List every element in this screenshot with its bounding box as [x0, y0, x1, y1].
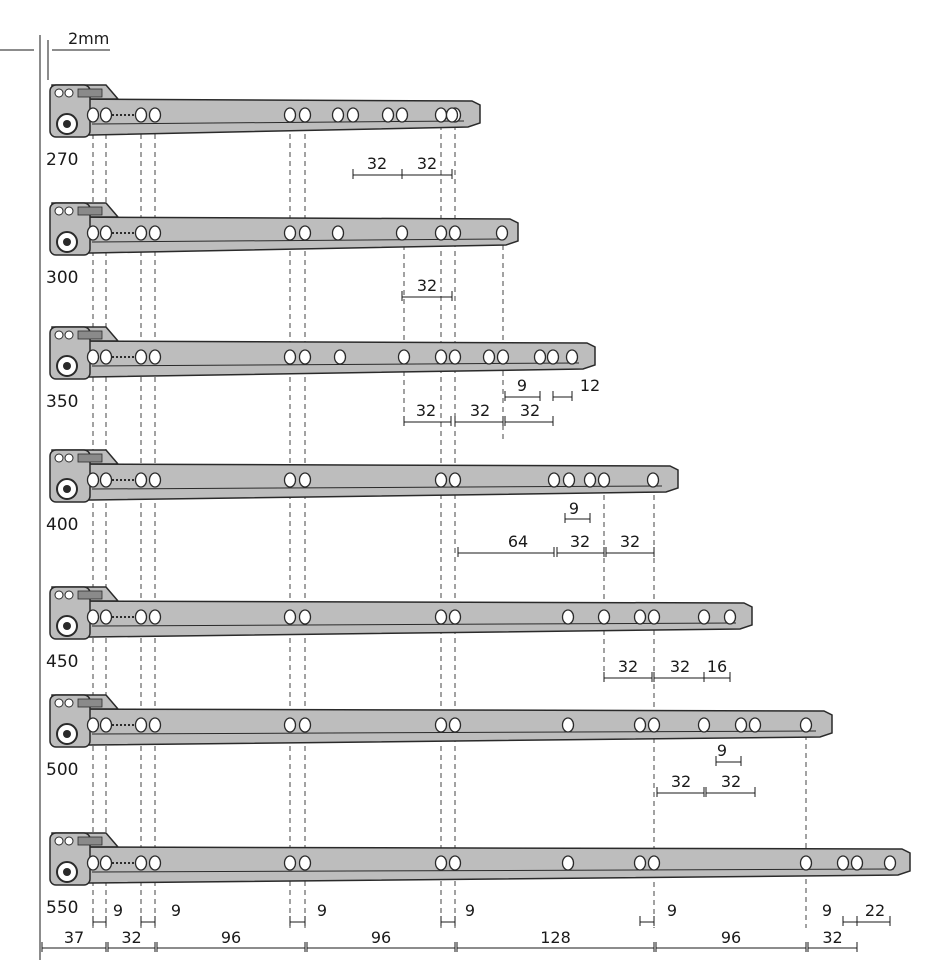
rail-stamp: [78, 89, 102, 97]
screw-hole: [450, 610, 461, 624]
mount-hole: [65, 699, 73, 707]
screw-hole: [136, 610, 147, 624]
screw-hole: [300, 226, 311, 240]
rail-body: [52, 99, 480, 135]
screw-hole: [300, 856, 311, 870]
screw-hole: [285, 610, 296, 624]
screw-hole: [450, 226, 461, 240]
dimension-value: 37: [63, 928, 85, 947]
screw-hole: [498, 350, 509, 364]
mount-hole: [65, 207, 73, 215]
screw-hole: [150, 226, 161, 240]
screw-hole: [285, 856, 296, 870]
screw-hole: [136, 856, 147, 870]
screw-hole: [585, 473, 596, 487]
roller-axle: [63, 362, 71, 370]
screw-hole: [838, 856, 849, 870]
screw-hole: [635, 718, 646, 732]
screw-hole: [649, 718, 660, 732]
screw-hole: [101, 610, 112, 624]
roller-axle: [63, 238, 71, 246]
dimension-value: 32: [416, 154, 438, 173]
screw-hole: [399, 350, 410, 364]
dimension-value: 9: [716, 741, 728, 760]
dimension-value: 12: [579, 376, 601, 395]
dimension-value: 128: [540, 928, 571, 947]
screw-hole: [300, 473, 311, 487]
rail-size-label: 500: [46, 760, 79, 780]
screw-hole: [397, 226, 408, 240]
screw-hole: [564, 473, 575, 487]
dimension-value: 9: [112, 901, 124, 920]
screw-hole: [801, 856, 812, 870]
dimension-group: [42, 154, 890, 952]
roller-axle: [63, 120, 71, 128]
screw-hole: [285, 350, 296, 364]
screw-hole: [549, 473, 560, 487]
screw-hole: [699, 610, 710, 624]
screw-hole: [450, 718, 461, 732]
rail-size-label: 400: [46, 515, 79, 535]
roller-axle: [63, 485, 71, 493]
screw-hole: [725, 610, 736, 624]
screw-hole: [88, 350, 99, 364]
dimension-value: 32: [469, 401, 491, 420]
dimension-value: 32: [366, 154, 388, 173]
screw-hole: [497, 226, 508, 240]
rail-stamp: [78, 837, 102, 845]
rail-350: [50, 327, 595, 379]
screw-hole: [285, 718, 296, 732]
screw-hole: [599, 473, 610, 487]
rail-size-label: 450: [46, 652, 79, 672]
dimension-value: 32: [669, 657, 691, 676]
screw-hole: [852, 856, 863, 870]
dimension-value: 96: [720, 928, 742, 947]
dimension-value: 32: [519, 401, 541, 420]
dimension-value: 9: [821, 901, 833, 920]
screw-hole: [699, 718, 710, 732]
screw-hole: [300, 108, 311, 122]
screw-hole: [548, 350, 559, 364]
screw-hole: [801, 718, 812, 732]
dimension-value: 9: [464, 901, 476, 920]
screw-hole: [333, 108, 344, 122]
screw-hole: [150, 350, 161, 364]
rail-size-label: 350: [46, 392, 79, 412]
screw-hole: [101, 108, 112, 122]
screw-hole: [88, 856, 99, 870]
dimension-value: 32: [617, 657, 639, 676]
screw-hole: [136, 473, 147, 487]
screw-hole: [885, 856, 896, 870]
screw-hole: [599, 610, 610, 624]
screw-hole: [436, 718, 447, 732]
dimension-value: 32: [720, 772, 742, 791]
screw-hole: [136, 350, 147, 364]
screw-hole: [447, 108, 458, 122]
screw-hole: [285, 108, 296, 122]
screw-hole: [563, 856, 574, 870]
mount-hole: [55, 331, 63, 339]
screw-hole: [436, 610, 447, 624]
screw-hole: [436, 473, 447, 487]
screw-hole: [535, 350, 546, 364]
screw-hole: [649, 610, 660, 624]
screw-hole: [300, 610, 311, 624]
rail-300: [50, 203, 518, 255]
roller-axle: [63, 622, 71, 630]
dimension-value: 96: [220, 928, 242, 947]
screw-hole: [136, 718, 147, 732]
rail-stamp: [78, 331, 102, 339]
rail-group: [50, 85, 910, 885]
screw-hole: [285, 226, 296, 240]
offset-label: 2mm: [68, 29, 110, 48]
screw-hole: [150, 473, 161, 487]
screw-hole: [150, 856, 161, 870]
screw-hole: [567, 350, 578, 364]
screw-hole: [450, 473, 461, 487]
mount-hole: [55, 837, 63, 845]
mount-hole: [55, 591, 63, 599]
rail-size-label: 300: [46, 268, 79, 288]
dimension-value: 9: [170, 901, 182, 920]
screw-hole: [300, 718, 311, 732]
rail-400: [50, 450, 678, 502]
mount-hole: [55, 699, 63, 707]
screw-hole: [88, 473, 99, 487]
screw-hole: [648, 473, 659, 487]
dimension-value: 32: [670, 772, 692, 791]
screw-hole: [101, 350, 112, 364]
screw-hole: [101, 473, 112, 487]
screw-hole: [750, 718, 761, 732]
dimension-value: 32: [619, 532, 641, 551]
screw-hole: [150, 718, 161, 732]
screw-hole: [285, 473, 296, 487]
screw-hole: [335, 350, 346, 364]
rail-550: [50, 833, 910, 885]
screw-hole: [300, 350, 311, 364]
screw-hole: [484, 350, 495, 364]
mount-hole: [65, 331, 73, 339]
screw-hole: [436, 108, 447, 122]
rail-body: [52, 847, 910, 883]
screw-hole: [88, 610, 99, 624]
screw-hole: [436, 226, 447, 240]
mount-hole: [55, 89, 63, 97]
dimension-value: 32: [415, 401, 437, 420]
screw-hole: [397, 108, 408, 122]
rail-body: [52, 341, 595, 377]
mount-hole: [55, 207, 63, 215]
mount-hole: [65, 454, 73, 462]
screw-hole: [635, 610, 646, 624]
mount-hole: [65, 837, 73, 845]
dimension-value: 9: [666, 901, 678, 920]
screw-hole: [450, 856, 461, 870]
screw-hole: [88, 108, 99, 122]
dimension-value: 9: [568, 499, 580, 518]
screw-hole: [88, 718, 99, 732]
screw-hole: [649, 856, 660, 870]
dimension-value: 64: [507, 532, 529, 551]
dimension-value: 32: [569, 532, 591, 551]
screw-hole: [563, 718, 574, 732]
screw-hole: [150, 108, 161, 122]
screw-hole: [736, 718, 747, 732]
screw-hole: [136, 108, 147, 122]
dimension-value: 32: [121, 928, 142, 947]
rail-size-label: 550: [46, 898, 79, 918]
screw-hole: [563, 610, 574, 624]
screw-hole: [136, 226, 147, 240]
rail-stamp: [78, 454, 102, 462]
screw-hole: [333, 226, 344, 240]
screw-hole: [101, 226, 112, 240]
screw-hole: [348, 108, 359, 122]
screw-hole: [88, 226, 99, 240]
rail-stamp: [78, 591, 102, 599]
dimension-value: 96: [370, 928, 392, 947]
roller-axle: [63, 730, 71, 738]
mount-hole: [55, 454, 63, 462]
screw-hole: [436, 350, 447, 364]
screw-hole: [150, 610, 161, 624]
dimension-value: 9: [516, 376, 528, 395]
screw-hole: [635, 856, 646, 870]
mount-hole: [65, 89, 73, 97]
rail-stamp: [78, 207, 102, 215]
mount-hole: [65, 591, 73, 599]
screw-hole: [383, 108, 394, 122]
dimension-value: 9: [316, 901, 328, 920]
dimension-value: 22: [864, 901, 886, 920]
roller-axle: [63, 868, 71, 876]
screw-hole: [101, 718, 112, 732]
size-labels: [46, 150, 78, 918]
dimension-value: 16: [706, 657, 728, 676]
screw-hole: [450, 350, 461, 364]
rail-270: [50, 85, 480, 137]
screw-hole: [436, 856, 447, 870]
dimension-value: 32: [416, 276, 438, 295]
rail-stamp: [78, 699, 102, 707]
screw-hole: [101, 856, 112, 870]
dimension-value: 32: [822, 928, 843, 947]
rail-size-label: 270: [46, 150, 79, 170]
